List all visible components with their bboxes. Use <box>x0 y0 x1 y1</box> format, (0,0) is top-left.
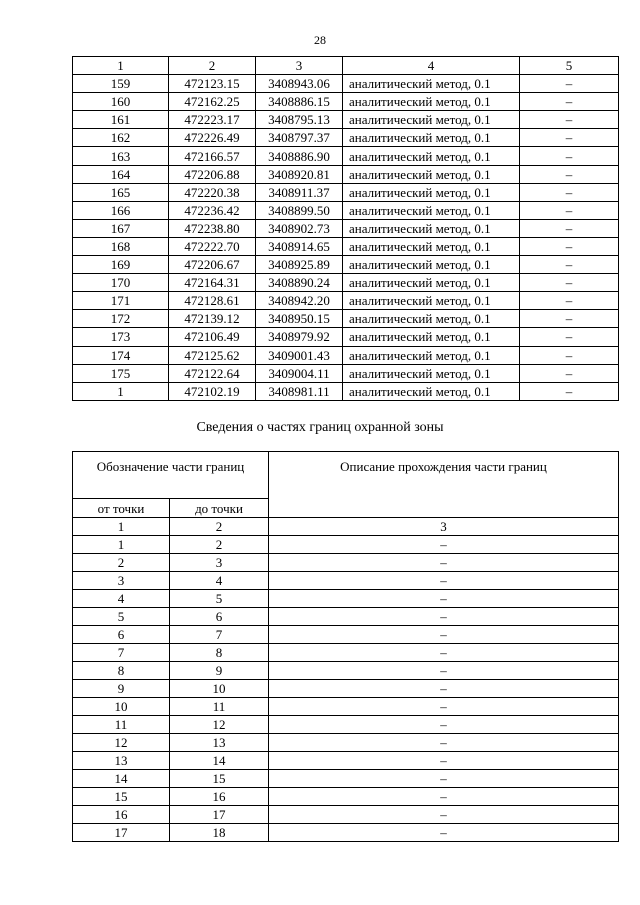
note-cell: – <box>520 364 619 382</box>
to-point-cell: 14 <box>170 752 269 770</box>
point-number-cell: 159 <box>73 75 169 93</box>
x-coordinate-cell: 472222.70 <box>169 237 256 255</box>
to-point-cell: 8 <box>170 644 269 662</box>
table-row <box>73 716 619 734</box>
to-point-cell: 2 <box>170 536 269 554</box>
col-header: 1 <box>73 57 169 75</box>
note-cell: – <box>520 93 619 111</box>
to-point-cell: 17 <box>170 806 269 824</box>
description-cell: – <box>269 590 619 608</box>
table-row <box>73 147 619 165</box>
description-cell: – <box>269 680 619 698</box>
to-point-cell: 16 <box>170 788 269 806</box>
table-row <box>73 788 619 806</box>
from-point-cell: 6 <box>73 626 170 644</box>
table-row <box>73 111 619 129</box>
table-row <box>73 698 619 716</box>
x-coordinate-cell: 472206.88 <box>169 165 256 183</box>
note-cell: – <box>520 75 619 93</box>
table-row <box>73 165 619 183</box>
x-coordinate-cell: 472125.62 <box>169 346 256 364</box>
y-coordinate-cell: 3408890.24 <box>256 274 343 292</box>
method-cell: аналитический метод, 0.1 <box>343 183 520 201</box>
table-row <box>73 626 619 644</box>
point-number-cell: 172 <box>73 310 169 328</box>
table-row <box>73 662 619 680</box>
description-cell: – <box>269 788 619 806</box>
method-cell: аналитический метод, 0.1 <box>343 346 520 364</box>
from-point-cell: 16 <box>73 806 170 824</box>
boundary-part-designation-header: Обозначение части границ <box>73 452 269 499</box>
to-point-cell: 11 <box>170 698 269 716</box>
y-coordinate-cell: 3408795.13 <box>256 111 343 129</box>
method-cell: аналитический метод, 0.1 <box>343 75 520 93</box>
method-cell: аналитический метод, 0.1 <box>343 165 520 183</box>
from-point-cell: 2 <box>73 554 170 572</box>
y-coordinate-cell: 3408943.06 <box>256 75 343 93</box>
method-cell: аналитический метод, 0.1 <box>343 129 520 147</box>
table-row <box>73 824 619 842</box>
y-coordinate-cell: 3408911.37 <box>256 183 343 201</box>
method-cell: аналитический метод, 0.1 <box>343 292 520 310</box>
table-row <box>73 590 619 608</box>
x-coordinate-cell: 472166.57 <box>169 147 256 165</box>
to-point-cell: 3 <box>170 554 269 572</box>
note-cell: – <box>520 256 619 274</box>
table-row <box>73 310 619 328</box>
from-point-cell: 3 <box>73 572 170 590</box>
from-point-cell: 4 <box>73 590 170 608</box>
table-row <box>73 554 619 572</box>
y-coordinate-cell: 3408981.11 <box>256 382 343 400</box>
from-point-cell: 11 <box>73 716 170 734</box>
table-row <box>73 237 619 255</box>
from-point-cell: 17 <box>73 824 170 842</box>
table-row <box>73 201 619 219</box>
note-cell: – <box>520 201 619 219</box>
note-cell: – <box>520 274 619 292</box>
from-point-cell: 8 <box>73 662 170 680</box>
table-row <box>73 93 619 111</box>
col-header: 5 <box>520 57 619 75</box>
x-coordinate-cell: 472236.42 <box>169 201 256 219</box>
x-coordinate-cell: 472106.49 <box>169 328 256 346</box>
y-coordinate-cell: 3409001.43 <box>256 346 343 364</box>
note-cell: – <box>520 183 619 201</box>
to-point-cell: 13 <box>170 734 269 752</box>
note-cell: – <box>520 328 619 346</box>
description-cell: – <box>269 824 619 842</box>
method-cell: аналитический метод, 0.1 <box>343 274 520 292</box>
note-cell: – <box>520 346 619 364</box>
to-point-cell: 5 <box>170 590 269 608</box>
from-point-header: от точки <box>73 499 170 518</box>
from-point-cell: 7 <box>73 644 170 662</box>
point-number-cell: 163 <box>73 147 169 165</box>
x-coordinate-cell: 472226.49 <box>169 129 256 147</box>
table-row <box>73 680 619 698</box>
method-cell: аналитический метод, 0.1 <box>343 201 520 219</box>
x-coordinate-cell: 472162.25 <box>169 93 256 111</box>
description-cell: – <box>269 626 619 644</box>
description-cell: – <box>269 698 619 716</box>
point-number-cell: 170 <box>73 274 169 292</box>
point-number-cell: 161 <box>73 111 169 129</box>
page-number: 28 <box>314 33 326 47</box>
to-point-cell: 15 <box>170 770 269 788</box>
to-point-header: до точки <box>170 499 269 518</box>
point-number-cell: 1 <box>73 382 169 400</box>
x-coordinate-cell: 472220.38 <box>169 183 256 201</box>
table-row <box>73 752 619 770</box>
description-cell: – <box>269 806 619 824</box>
method-cell: аналитический метод, 0.1 <box>343 219 520 237</box>
table-row <box>73 770 619 788</box>
description-cell: – <box>269 770 619 788</box>
col-number: 3 <box>269 518 619 536</box>
point-number-cell: 162 <box>73 129 169 147</box>
table-row <box>73 219 619 237</box>
to-point-cell: 10 <box>170 680 269 698</box>
table-row <box>73 608 619 626</box>
y-coordinate-cell: 3408950.15 <box>256 310 343 328</box>
y-coordinate-cell: 3408899.50 <box>256 201 343 219</box>
parts-header-row <box>73 452 619 499</box>
table-row <box>73 382 619 400</box>
boundary-description-header: Описание прохождения части границ <box>269 452 619 518</box>
point-number-cell: 169 <box>73 256 169 274</box>
note-cell: – <box>520 147 619 165</box>
table-row <box>73 644 619 662</box>
point-number-cell: 167 <box>73 219 169 237</box>
col-header: 4 <box>343 57 520 75</box>
method-cell: аналитический метод, 0.1 <box>343 364 520 382</box>
to-point-cell: 6 <box>170 608 269 626</box>
note-cell: – <box>520 129 619 147</box>
x-coordinate-cell: 472223.17 <box>169 111 256 129</box>
method-cell: аналитический метод, 0.1 <box>343 382 520 400</box>
section-title: Сведения о частях границ охранной зоны <box>196 420 444 435</box>
description-cell: – <box>269 572 619 590</box>
table-row <box>73 274 619 292</box>
from-point-cell: 14 <box>73 770 170 788</box>
point-number-cell: 174 <box>73 346 169 364</box>
y-coordinate-cell: 3408925.89 <box>256 256 343 274</box>
table-row <box>73 536 619 554</box>
method-cell: аналитический метод, 0.1 <box>343 310 520 328</box>
note-cell: – <box>520 292 619 310</box>
col-header: 3 <box>256 57 343 75</box>
table-row <box>73 129 619 147</box>
y-coordinate-cell: 3408914.65 <box>256 237 343 255</box>
x-coordinate-cell: 472102.19 <box>169 382 256 400</box>
col-header: 2 <box>169 57 256 75</box>
description-cell: – <box>269 716 619 734</box>
table-row <box>73 328 619 346</box>
method-cell: аналитический метод, 0.1 <box>343 111 520 129</box>
x-coordinate-cell: 472128.61 <box>169 292 256 310</box>
coordinates-table <box>72 56 619 401</box>
note-cell: – <box>520 219 619 237</box>
note-cell: – <box>520 237 619 255</box>
point-number-cell: 164 <box>73 165 169 183</box>
parts-numbering-row <box>73 518 619 536</box>
point-number-cell: 171 <box>73 292 169 310</box>
point-number-cell: 165 <box>73 183 169 201</box>
table-row <box>73 734 619 752</box>
col-number: 2 <box>170 518 269 536</box>
y-coordinate-cell: 3408979.92 <box>256 328 343 346</box>
note-cell: – <box>520 165 619 183</box>
method-cell: аналитический метод, 0.1 <box>343 256 520 274</box>
from-point-cell: 10 <box>73 698 170 716</box>
y-coordinate-cell: 3408942.20 <box>256 292 343 310</box>
coordinates-body <box>73 75 619 401</box>
x-coordinate-cell: 472206.67 <box>169 256 256 274</box>
table-row <box>73 364 619 382</box>
y-coordinate-cell: 3408797.37 <box>256 129 343 147</box>
from-point-cell: 9 <box>73 680 170 698</box>
table-row <box>73 75 619 93</box>
method-cell: аналитический метод, 0.1 <box>343 93 520 111</box>
to-point-cell: 4 <box>170 572 269 590</box>
x-coordinate-cell: 472238.80 <box>169 219 256 237</box>
description-cell: – <box>269 734 619 752</box>
y-coordinate-cell: 3408886.15 <box>256 93 343 111</box>
table-row <box>73 256 619 274</box>
y-coordinate-cell: 3408886.90 <box>256 147 343 165</box>
to-point-cell: 12 <box>170 716 269 734</box>
x-coordinate-cell: 472139.12 <box>169 310 256 328</box>
table-row <box>73 183 619 201</box>
table-row <box>73 806 619 824</box>
coordinates-header-row <box>73 57 619 75</box>
description-cell: – <box>269 752 619 770</box>
from-point-cell: 15 <box>73 788 170 806</box>
y-coordinate-cell: 3408920.81 <box>256 165 343 183</box>
note-cell: – <box>520 310 619 328</box>
point-number-cell: 168 <box>73 237 169 255</box>
method-cell: аналитический метод, 0.1 <box>343 147 520 165</box>
note-cell: – <box>520 111 619 129</box>
x-coordinate-cell: 472123.15 <box>169 75 256 93</box>
description-cell: – <box>269 554 619 572</box>
to-point-cell: 9 <box>170 662 269 680</box>
boundary-parts-table <box>72 451 619 842</box>
x-coordinate-cell: 472122.64 <box>169 364 256 382</box>
to-point-cell: 18 <box>170 824 269 842</box>
description-cell: – <box>269 644 619 662</box>
method-cell: аналитический метод, 0.1 <box>343 237 520 255</box>
description-cell: – <box>269 662 619 680</box>
x-coordinate-cell: 472164.31 <box>169 274 256 292</box>
from-point-cell: 1 <box>73 536 170 554</box>
table-row <box>73 292 619 310</box>
note-cell: – <box>520 382 619 400</box>
point-number-cell: 173 <box>73 328 169 346</box>
table-row <box>73 572 619 590</box>
point-number-cell: 160 <box>73 93 169 111</box>
method-cell: аналитический метод, 0.1 <box>343 328 520 346</box>
y-coordinate-cell: 3409004.11 <box>256 364 343 382</box>
y-coordinate-cell: 3408902.73 <box>256 219 343 237</box>
from-point-cell: 5 <box>73 608 170 626</box>
col-number: 1 <box>73 518 170 536</box>
from-point-cell: 13 <box>73 752 170 770</box>
point-number-cell: 175 <box>73 364 169 382</box>
table-row <box>73 346 619 364</box>
from-point-cell: 12 <box>73 734 170 752</box>
description-cell: – <box>269 608 619 626</box>
parts-body <box>73 536 619 842</box>
point-number-cell: 166 <box>73 201 169 219</box>
description-cell: – <box>269 536 619 554</box>
to-point-cell: 7 <box>170 626 269 644</box>
